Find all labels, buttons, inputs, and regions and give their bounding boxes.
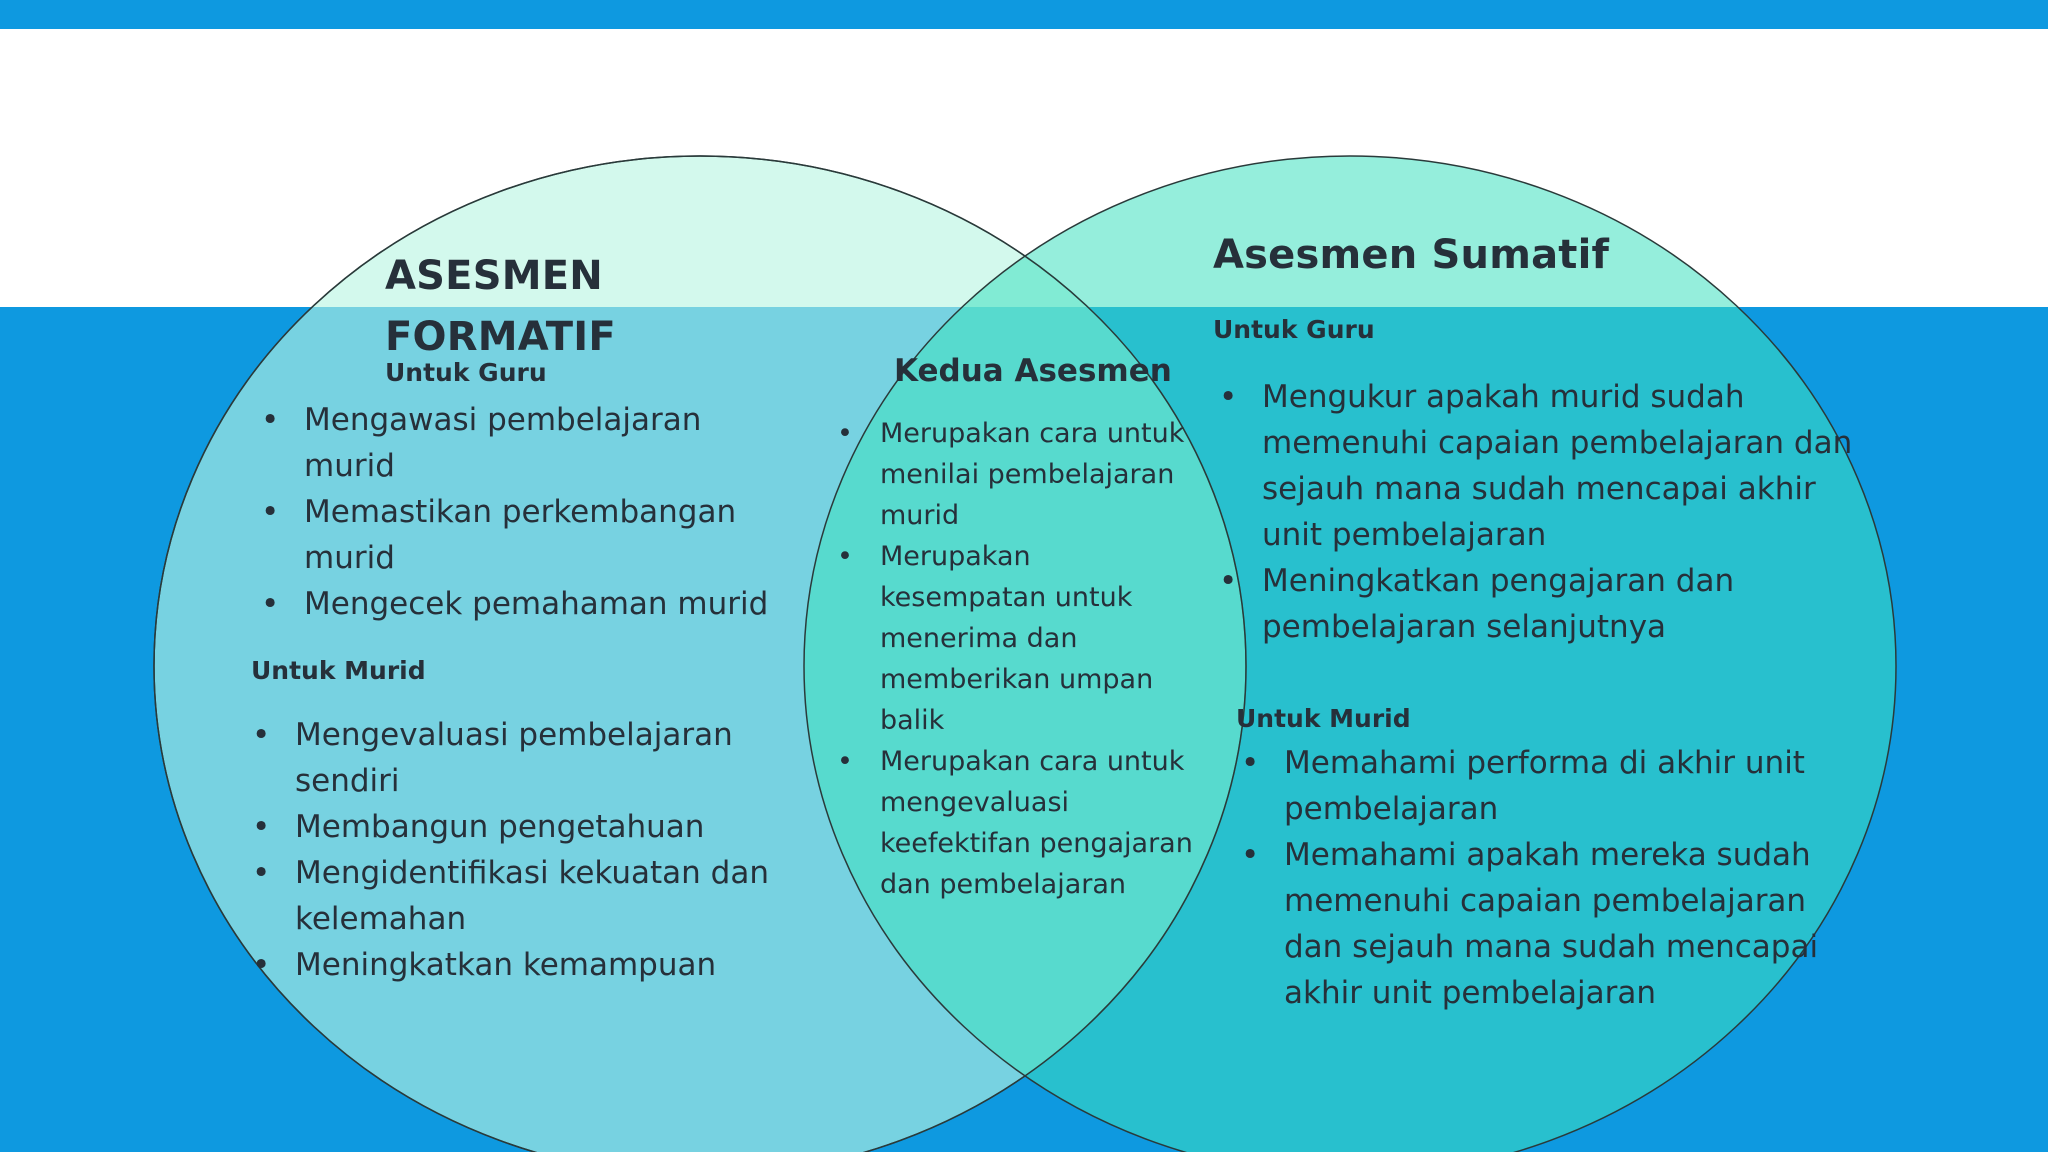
bullet-icon: • — [837, 541, 853, 572]
bullet-icon: • — [1241, 837, 1260, 873]
formatif-murid-item — [252, 850, 795, 942]
bullet-icon: • — [837, 746, 853, 777]
sumatif-title: Asesmen Sumatif — [1213, 232, 1610, 278]
sumatif-guru-item — [1219, 558, 1857, 650]
formatif-guru-item — [261, 489, 794, 581]
bullet-icon: • — [837, 418, 853, 449]
bullet-icon: • — [252, 717, 271, 753]
formatif-murid-item-text: Mengevaluasi pembelajaran sendiri — [295, 717, 733, 799]
formatif-guru-item-text: Mengawasi pembelajaran murid — [304, 402, 702, 484]
bullet-icon: • — [261, 586, 280, 622]
formatif-murid-item-text: Meningkatkan kemampuan — [295, 947, 717, 983]
kedua-item-text: Merupakan kesempatan untuk menerima dan memberikan umpan balik — [880, 541, 1154, 736]
formatif-guru-item — [261, 581, 794, 627]
kedua-item-text: Merupakan cara untuk menilai pembelajaran murid — [880, 418, 1185, 531]
formatif-murid-item — [252, 804, 795, 850]
bullet-icon: • — [1219, 563, 1238, 599]
bullet-icon: • — [252, 855, 271, 891]
kedua-list — [837, 413, 1198, 905]
kedua-item — [837, 536, 1198, 741]
sumatif-guru-heading: Untuk Guru — [1213, 315, 1375, 344]
sumatif-guru-item — [1219, 374, 1857, 558]
formatif-murid-heading: Untuk Murid — [251, 656, 426, 685]
sumatif-murid-item — [1241, 832, 1824, 1016]
kedua-item — [837, 413, 1198, 536]
formatif-murid-item — [252, 712, 795, 804]
sumatif-murid-item — [1241, 740, 1824, 832]
bullet-icon: • — [1241, 745, 1260, 781]
sumatif-murid-item-text: Memahami apakah mereka sudah memenuhi capaian pembelajaran dan sejauh mana sudah mencapai akhir unit pembelajaran — [1284, 837, 1819, 1011]
formatif-title: ASESMEN FORMATIF — [385, 253, 616, 360]
sumatif-guru-list — [1219, 374, 1857, 650]
kedua-title: Kedua Asesmen — [894, 353, 1172, 389]
formatif-guru-item-text: Mengecek pemahaman murid — [304, 586, 769, 622]
kedua-item-text: Merupakan cara untuk mengevaluasi keefektifan pengajaran dan pembelajaran — [880, 746, 1193, 900]
formatif-murid-item-text: Membangun pengetahuan — [295, 809, 705, 845]
kedua-item — [837, 741, 1198, 905]
formatif-guru-list — [261, 397, 794, 627]
bullet-icon: • — [1219, 379, 1238, 415]
sumatif-murid-item-text: Memahami performa di akhir unit pembelajaran — [1284, 745, 1805, 827]
formatif-guru-item — [261, 397, 794, 489]
bullet-icon: • — [252, 809, 271, 845]
formatif-guru-item-text: Memastikan perkembangan murid — [304, 494, 737, 576]
sumatif-guru-item-text: Meningkatkan pengajaran dan pembelajaran selanjutnya — [1262, 563, 1735, 645]
formatif-murid-item — [252, 942, 795, 988]
formatif-murid-list — [252, 712, 795, 988]
bullet-icon: • — [252, 947, 271, 983]
formatif-guru-heading: Untuk Guru — [385, 358, 547, 387]
formatif-murid-item-text: Mengidentifikasi kekuatan dan kelemahan — [295, 855, 770, 937]
sumatif-murid-heading: Untuk Murid — [1236, 704, 1411, 733]
bullet-icon: • — [261, 494, 280, 530]
sumatif-guru-item-text: Mengukur apakah murid sudah memenuhi capaian pembelajaran dan sejauh mana sudah mencapai akhir unit pembelajaran — [1262, 379, 1853, 553]
bullet-icon: • — [261, 402, 280, 438]
sumatif-murid-list — [1241, 740, 1824, 1016]
